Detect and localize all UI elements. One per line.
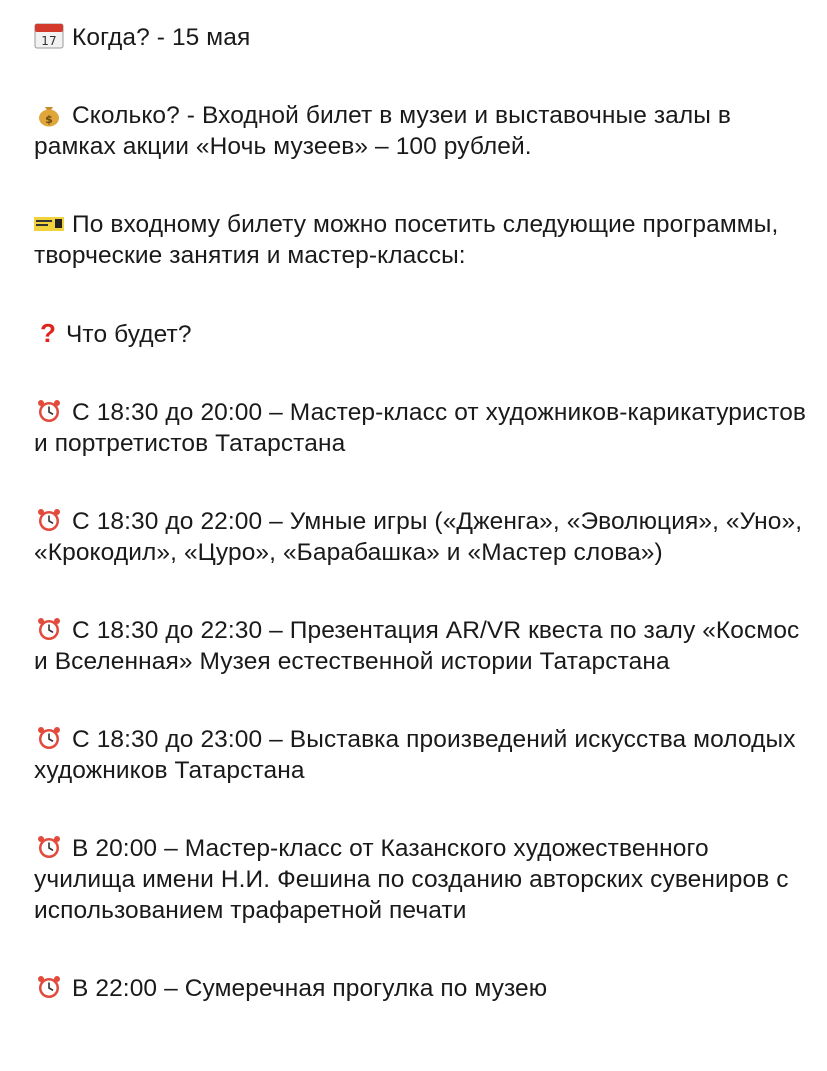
price-text: Сколько? - Входной билет в музеи и выставочные залы в рамках акции «Ночь музеев» – 100 рублей.: [34, 102, 732, 160]
ticket-icon: [34, 210, 64, 236]
event-item: [34, 973, 814, 1004]
event-text: С 18:30 до 23:00 – Выставка произведений искусства молодых художников Татарстана: [34, 726, 796, 784]
alarm-clock-icon: [34, 725, 64, 751]
event-text: С 18:30 до 22:30 – Презентация AR/VR квеста по залу «Космос и Вселенная» Музея естественной истории Татарстана: [34, 617, 800, 675]
event-item: [34, 397, 814, 459]
question-mark-icon: ?: [40, 318, 56, 348]
alarm-clock-icon: [34, 616, 64, 642]
event-item: [34, 724, 814, 786]
event-text: В 20:00 – Мастер-класс от Казанского художественного училища имени Н.И. Фешина по созданию авторских сувениров с использованием трафаретной печати: [34, 835, 789, 924]
event-item: [34, 506, 814, 568]
event-text: В 22:00 – Сумеречная прогулка по музею: [72, 975, 548, 1002]
price-paragraph: [34, 100, 814, 162]
svg-text:$: $: [45, 113, 53, 126]
event-item: [34, 833, 814, 926]
alarm-clock-icon: [34, 398, 64, 424]
when-text: Когда? - 15 мая: [72, 24, 251, 51]
alarm-clock-icon: [34, 507, 64, 533]
alarm-clock-icon: [34, 974, 64, 1000]
ticket-paragraph: [34, 209, 814, 271]
event-item: [34, 615, 814, 677]
what-paragraph: [34, 318, 814, 350]
what-text: Что будет?: [66, 321, 192, 348]
alarm-clock-icon: [34, 834, 64, 860]
calendar-icon: [34, 23, 64, 49]
money-bag-icon: [34, 101, 64, 127]
when-paragraph: [34, 22, 814, 53]
ticket-text: По входному билету можно посетить следующие программы, творческие занятия и мастер-классы:: [34, 211, 779, 269]
event-text: С 18:30 до 22:00 – Умные игры («Дженга», «Эволюция», «Уно», «Крокодил», «Цуро», «Барабашка» и «Мастер слова»): [34, 508, 803, 566]
event-text: С 18:30 до 20:00 – Мастер-класс от художников-карикатуристов и портретистов Татарстана: [34, 399, 807, 457]
svg-text:17: 17: [41, 34, 57, 48]
